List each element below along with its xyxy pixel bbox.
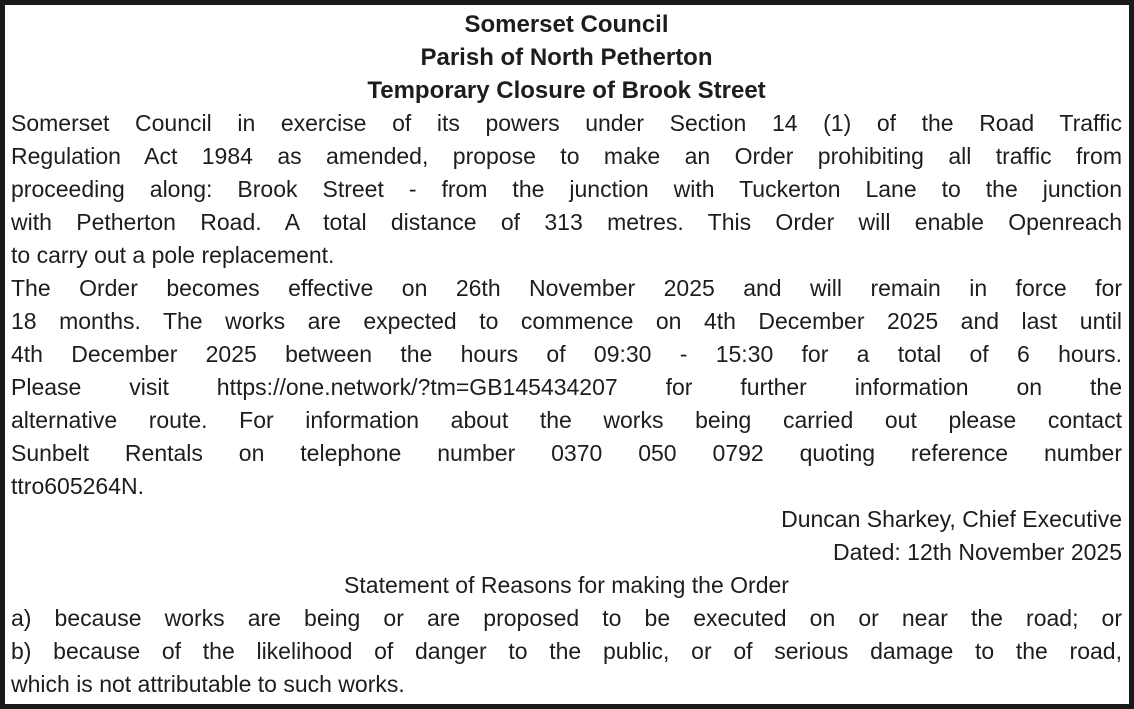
order-line: Somerset Council in exercise of its powers under Section 14 (1) of the Road Traffic (11, 110, 1122, 136)
schedule-line: Sunbelt Rentals on telephone number 0370 050 0792 quoting reference number (11, 440, 1122, 466)
schedule-line: 4th December 2025 between the hours of 09:30 - 15:30 for a total of 6 hours. (11, 341, 1122, 367)
signature-date: Dated: 12th November 2025 (833, 539, 1122, 565)
schedule-reference-line: ttro605264N. (11, 473, 144, 499)
schedule-paragraph (11, 272, 1122, 503)
notice-title: Somerset Council (464, 11, 669, 38)
schedule-line: alternative route. For information about the works being carried out please contact (11, 407, 1122, 433)
statement-heading: Statement of Reasons for making the Order (344, 572, 789, 598)
signature-block (11, 503, 1122, 569)
order-line: Regulation Act 1984 as amended, propose to make an Order prohibiting all traffic from (11, 143, 1122, 169)
order-paragraph (11, 107, 1122, 272)
statement-reason-a: a) because works are being or are proposed to be executed on or near the road; or (11, 605, 1122, 631)
statement-reason-continuation: which is not attributable to such works. (11, 671, 405, 697)
order-line: proceeding along: Brook Street - from the junction with Tuckerton Lane to the junction (11, 176, 1122, 202)
schedule-line: 18 months. The works are expected to commence on 4th December 2025 and last until (11, 308, 1122, 334)
notice-closure-subtitle: Temporary Closure of Brook Street (367, 77, 766, 104)
signature-name: Duncan Sharkey, Chief Executive (781, 506, 1122, 532)
statement-of-reasons (11, 569, 1122, 701)
order-line: to carry out a pole replacement. (11, 242, 335, 268)
notice-parish-subtitle: Parish of North Petherton (420, 44, 713, 71)
schedule-line: Please visit https://one.network/?tm=GB145434207 for further information on the (11, 374, 1122, 400)
schedule-line: The Order becomes effective on 26th November 2025 and will remain in force for (11, 275, 1122, 301)
order-line: with Petherton Road. A total distance of 313 metres. This Order will enable Openreach (11, 209, 1122, 235)
statement-reason-b: b) because of the likelihood of danger to the public, or of serious damage to the road, (11, 638, 1122, 664)
